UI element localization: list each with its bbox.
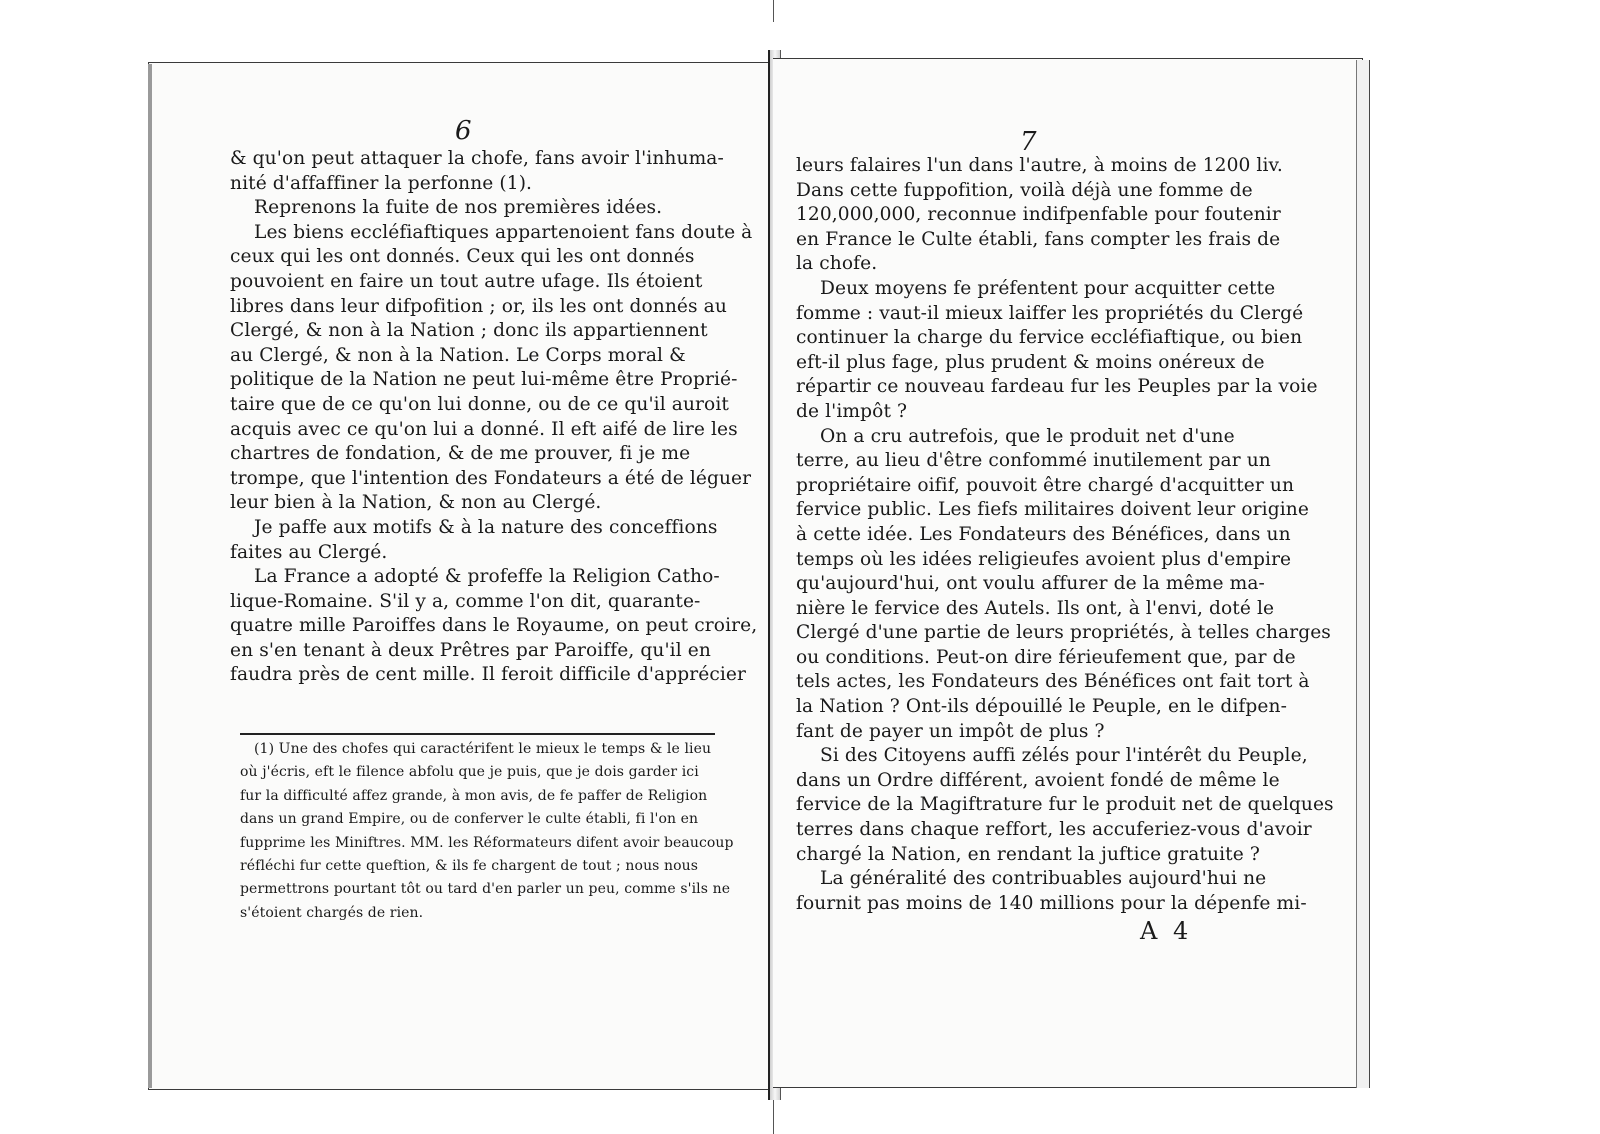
text-line: & qu'on peut attaquer la chofe, fans avoir l'inhuma- — [230, 148, 724, 169]
text-line: de l'impôt ? — [796, 400, 908, 422]
text-line: terre, au lieu d'être confommé inutilement par un — [796, 450, 1271, 472]
text-line: nière le fervice des Autels. Ils ont, à l'envi, doté le — [796, 597, 1275, 619]
text-line: 120,000,000, reconnue indifpenfable pour foutenir — [796, 204, 1281, 226]
text-line: nité d'affaffiner la perfonne (1). — [230, 172, 533, 194]
text-line: fant de payer un impôt de plus ? — [796, 720, 1105, 742]
text-line: qu'aujourd'hui, ont voulu affurer de la même ma- — [796, 573, 1265, 595]
top-tick-mark — [773, 0, 774, 22]
text-line: chargé la Nation, en rendant la juftice gratuite ? — [796, 843, 1260, 865]
left-page-number: 6 — [455, 116, 472, 146]
text-line: répartir ce nouveau fardeau fur les Peuples par la voie — [796, 376, 1318, 398]
text-line: trompe, que l'intention des Fondateurs a été de léguer — [230, 467, 752, 489]
text-line: leurs falaires l'un dans l'autre, à moins de 1200 liv. — [796, 155, 1283, 176]
footnote-line: (1) Une des chofes qui caractérifent le mieux le temps & le lieu — [254, 741, 712, 757]
left-page-body — [230, 147, 758, 688]
text-line: ceux qui les ont donnés. Ceux qui les ont donnés — [230, 246, 695, 268]
footnote-line: fupprime les Miniftres. MM. les Réformateurs difent avoir beaucoup — [240, 834, 734, 851]
text-line: faites au Clergé. — [230, 541, 388, 563]
text-line: eft-il plus fage, plus prudent & moins onéreux de — [796, 351, 1265, 373]
text-line: à cette idée. Les Fondateurs des Bénéfices, dans un — [796, 523, 1291, 545]
text-line: Deux moyens fe préfentent pour acquitter cette — [820, 277, 1276, 299]
left-page-footnote — [240, 738, 734, 925]
text-line: fomme : vaut-il mieux laiffer les propriétés du Clergé — [796, 302, 1304, 324]
text-line: Reprenons la fuite de nos premières idées. — [254, 197, 663, 219]
text-line: fervice public. Les fiefs militaires doivent leur origine — [796, 499, 1309, 521]
text-line: en France le Culte établi, fans compter les frais de — [796, 228, 1281, 250]
text-line: en s'en tenant à deux Prêtres par Paroiffe, qu'il en — [230, 639, 711, 661]
footnote-line: réfléchi fur cette queftion, & ils fe chargent de tout ; nous nous — [240, 858, 699, 875]
text-line: continuer la charge du fervice eccléfiaftique, ou bien — [796, 327, 1303, 349]
footnote-line: s'étoient chargés de rien. — [240, 904, 424, 921]
text-line: Si des Citoyens auffi zélés pour l'intérêt du Peuple, — [820, 745, 1308, 767]
signature-mark: A 4 — [1140, 917, 1193, 945]
footnote-line: fur la difficulté affez grande, à mon avis, de fe paffer de Religion — [240, 787, 708, 804]
text-line: taire que de ce qu'on lui donne, ou de ce qu'il auroit — [230, 393, 729, 415]
text-line: acquis avec ce qu'on lui a donné. Il eft aifé de lire les — [230, 418, 738, 440]
text-line: La France a adopté & profeffe la Religion Catho- — [254, 566, 720, 588]
text-line: Clergé d'une partie de leurs propriétés, à telles charges — [796, 622, 1331, 644]
text-line: Je paffe aux motifs & à la nature des conceffions — [254, 516, 718, 538]
text-line: tels actes, les Fondateurs des Bénéfices ont fait tort à — [796, 671, 1310, 693]
text-line: temps où les idées religieufes avoient plus d'empire — [796, 548, 1292, 570]
right-page-number: 7 — [1020, 127, 1037, 157]
text-line: Clergé, & non à la Nation ; donc ils appartiennent — [230, 320, 708, 342]
footnote-line: permettrons pourtant tôt ou tard d'en parler un peu, comme s'ils ne — [240, 881, 731, 898]
text-line: Les biens eccléfiaftiques appartenoient fans doute à — [254, 221, 753, 243]
text-line: libres dans leur difpofition ; or, ils les ont donnés au — [230, 295, 727, 317]
left-page-edge — [148, 64, 152, 1088]
text-line: politique de la Nation ne peut lui-même être Proprié- — [230, 369, 738, 391]
text-line: dans un Ordre différent, avoient fondé de même le — [796, 769, 1280, 791]
text-line: Dans cette fuppofition, voilà déjà une fomme de — [796, 179, 1253, 201]
text-line: leur bien à la Nation, & non au Clergé. — [230, 492, 602, 514]
footnote-line: où j'écris, eft le filence abfolu que je puis, que je dois garder ici — [240, 764, 699, 781]
right-page-edge — [1356, 60, 1370, 1088]
text-line: terres dans chaque reffort, les accuferiez-vous d'avoir — [796, 819, 1312, 841]
footnote-line: dans un grand Empire, ou de conferver le culte établi, fi l'on en — [240, 811, 699, 828]
text-line: pouvoient en faire un tout autre ufage. Ils étoient — [230, 270, 703, 292]
text-line: propriétaire oifif, pouvoit être chargé d'acquitter un — [796, 474, 1295, 496]
text-line: fervice de la Magiftrature fur le produit net de quelques — [796, 794, 1334, 816]
text-line: quatre mille Paroiffes dans le Royaume, on peut croire, — [230, 615, 758, 637]
text-line: faudra près de cent mille. Il feroit difficile d'apprécier — [230, 664, 746, 686]
text-line: la chofe. — [796, 253, 878, 275]
text-line: au Clergé, & non à la Nation. Le Corps moral & — [230, 344, 686, 366]
right-page-body — [796, 154, 1334, 916]
text-line: lique-Romaine. S'il y a, comme l'on dit, quarante- — [230, 590, 701, 612]
text-line: On a cru autrefois, que le produit net d'une — [820, 425, 1235, 447]
text-line: la Nation ? Ont-ils dépouillé le Peuple, en le difpen- — [796, 696, 1287, 718]
text-line: chartres de fondation, & de me prouver, fi je me — [230, 443, 691, 465]
footnote-rule — [240, 733, 715, 735]
text-line: fournit pas moins de 140 millions pour la dépenfe mi- — [796, 892, 1307, 914]
text-line: ou conditions. Peut-on dire férieufement que, par de — [796, 646, 1296, 668]
text-line: La généralité des contribuables aujourd'hui ne — [820, 868, 1267, 890]
